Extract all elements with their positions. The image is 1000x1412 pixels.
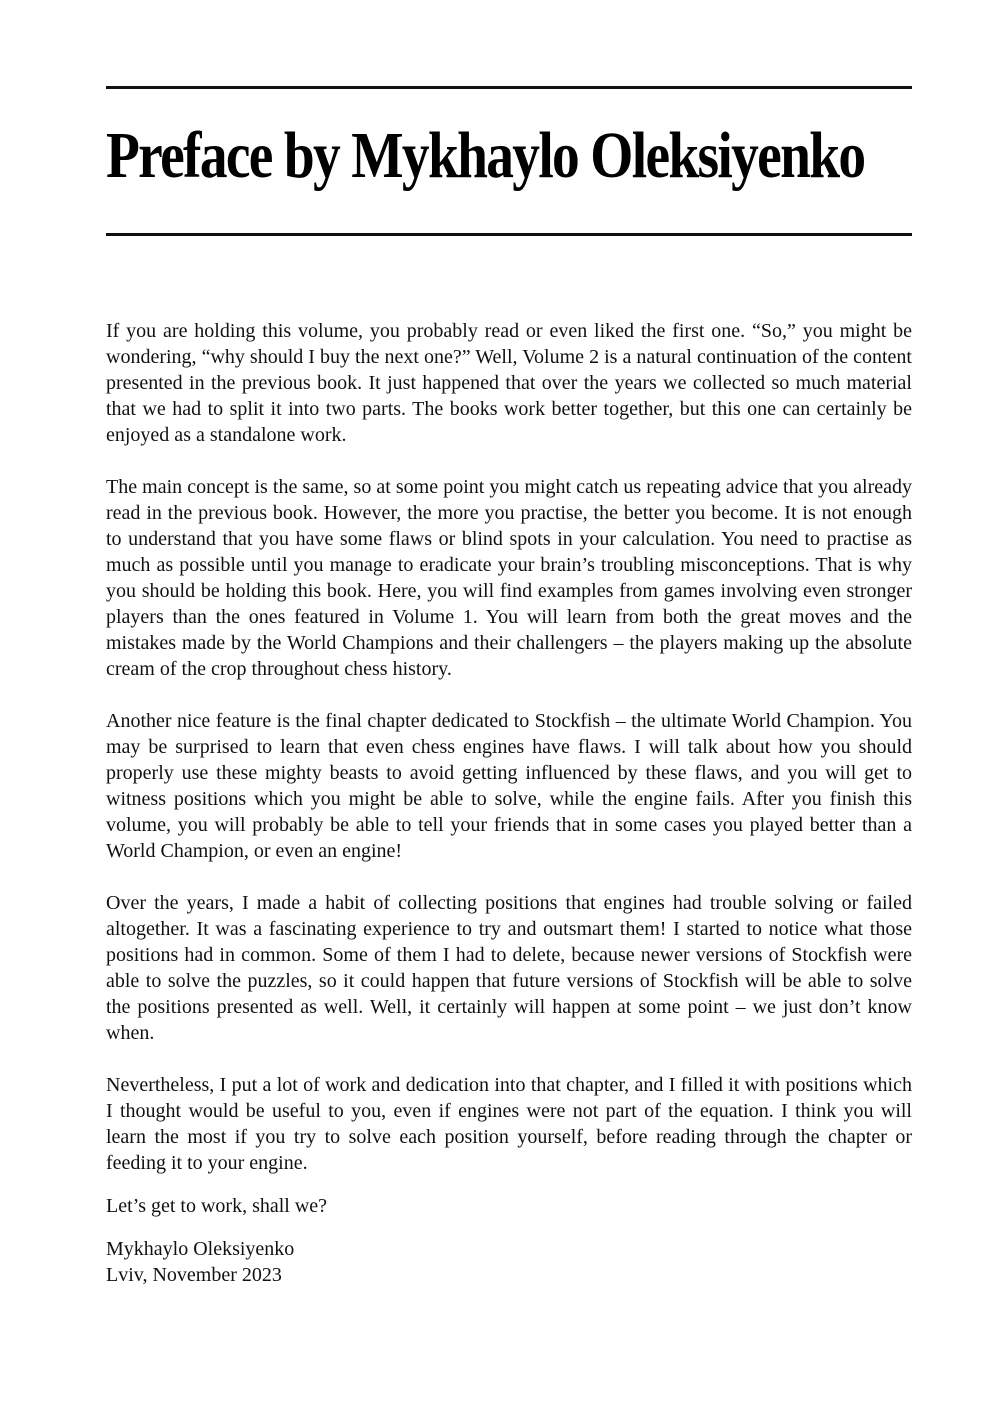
paragraph-2: The main concept is the same, so at some point you might catch us repeating advice that you already read in the previous book. However, the more you practise, the better you become. It is not enough to understand that you have some flaws or blind spots in your calculation. You need to practise as much as possible until you manage to eradicate your brain’s troubling misconceptions. That is why you should be holding this book. Here, you will find examples from games involving even stronger players than the ones featured in Volume 1. You will learn from both the great moves and the mistakes made by the World Champions and their challengers – the players making up the absolute cream of the crop throughout chess history. (106, 476, 912, 680)
closing-line: Let’s get to work, shall we? (106, 1195, 328, 1217)
title-top-rule (106, 86, 912, 89)
title-bottom-rule (106, 233, 912, 236)
paragraph-5: Nevertheless, I put a lot of work and dedication into that chapter, and I filled it with positions which I thought would be useful to you, even if engines were not part of the equation. I think you will learn the most if you try to solve each position yourself, before reading through the chapter or feeding it to your engine. (106, 1074, 912, 1174)
paragraph-4: Over the years, I made a habit of collecting positions that engines had trouble solving or failed altogether. It was a fascinating experience to try and outsmart them! I started to notice what those positions had in common. Some of them I had to delete, because newer versions of Stockfish were able to solve the puzzles, so it could happen that future versions of Stockfish will be able to solve the positions presented as well. Well, it certainly will happen at some point – we just don’t know when. (106, 892, 912, 1044)
signature-name: Mykhaylo Oleksiyenko (106, 1238, 295, 1260)
paragraph-3: Another nice feature is the final chapter dedicated to Stockfish – the ultimate World Champion. You may be surprised to learn that even chess engines have flaws. I will talk about how you should properly use these mighty beasts to avoid getting influenced by these flaws, and you will get to witness positions which you might be able to solve, while the engine fails. After you finish this volume, you will probably be able to tell your friends that in some cases you played better than a World Champion, or even an engine! (106, 710, 912, 862)
paragraph-1: If you are holding this volume, you probably read or even liked the first one. “So,” you might be wondering, “why should I buy the next one?” Well, Volume 2 is a natural continuation of the content presented in the previous book. It just happened that over the years we collected so much material that we had to split it into two parts. The books work better together, but this one can certainly be enjoyed as a standalone work. (106, 320, 912, 446)
signature-place-date: Lviv, November 2023 (106, 1264, 282, 1286)
document-page (106, 0, 912, 1412)
page-title: Preface by Mykhaylo Oleksiyenko (106, 119, 865, 192)
preface-body (106, 318, 912, 1288)
